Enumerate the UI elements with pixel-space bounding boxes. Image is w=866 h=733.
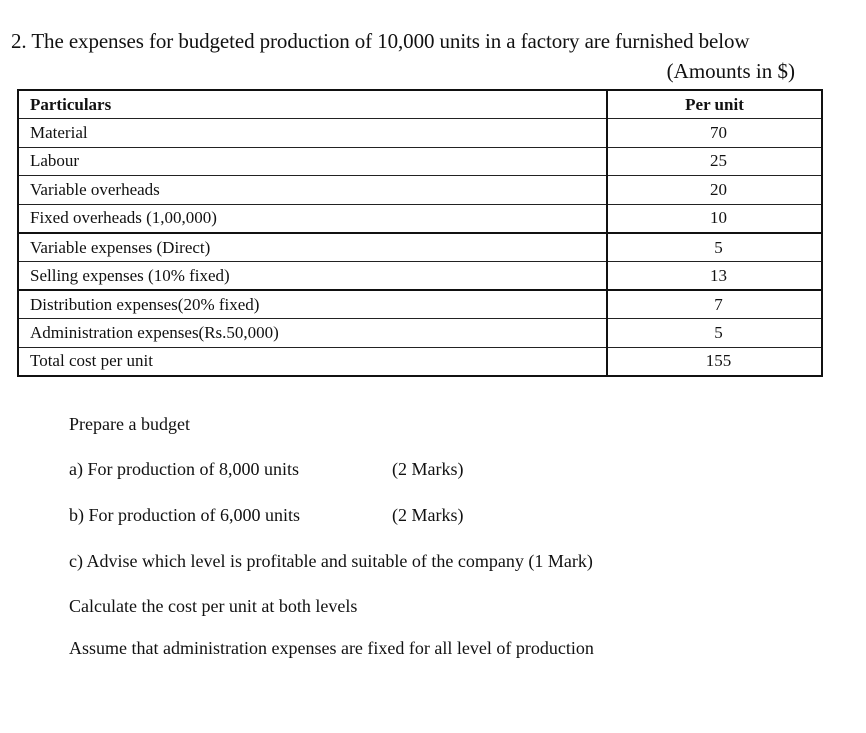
- question-title: 2. The expenses for budgeted production of 10,000 units in a factory are furnished below: [11, 29, 750, 53]
- row-per-unit: 5: [607, 319, 822, 348]
- table-row: [18, 119, 822, 148]
- table-header-row: [18, 90, 822, 119]
- table-row: [18, 147, 822, 176]
- table-row: [18, 262, 822, 291]
- row-per-unit: 7: [607, 290, 822, 319]
- row-per-unit: 25: [607, 147, 822, 176]
- table-row: [18, 290, 822, 319]
- row-per-unit: 5: [607, 233, 822, 262]
- table-row: [18, 319, 822, 348]
- row-particular: Administration expenses(Rs.50,000): [18, 319, 607, 348]
- row-per-unit: 20: [607, 176, 822, 205]
- row-particular: Material: [18, 119, 607, 148]
- amounts-note: (Amounts in $): [666, 59, 795, 83]
- table-row-total: [18, 347, 822, 376]
- table-row: [18, 233, 822, 262]
- part-c-text: c) Advise which level is profitable and suitable of the company (1 Mark): [69, 551, 593, 571]
- table-row: [18, 176, 822, 205]
- row-per-unit-total: 155: [607, 347, 822, 376]
- row-particular-total: Total cost per unit: [18, 347, 607, 376]
- part-b-marks: (2 Marks): [392, 505, 464, 525]
- row-per-unit: 70: [607, 119, 822, 148]
- row-particular: Fixed overheads (1,00,000): [18, 204, 607, 233]
- table-row: [18, 204, 822, 233]
- assume-text: Assume that administration expenses are fixed for all level of production: [69, 638, 594, 658]
- row-particular: Selling expenses (10% fixed): [18, 262, 607, 291]
- calculate-text: Calculate the cost per unit at both levels: [69, 596, 358, 616]
- row-particular: Variable expenses (Direct): [18, 233, 607, 262]
- part-b-text: b) For production of 6,000 units: [69, 505, 300, 525]
- row-per-unit: 10: [607, 204, 822, 233]
- header-particulars: Particulars: [18, 90, 607, 119]
- expenses-table: [17, 89, 823, 377]
- part-a-marks: (2 Marks): [392, 459, 464, 479]
- header-per-unit: Per unit: [607, 90, 822, 119]
- part-a-text: a) For production of 8,000 units: [69, 459, 299, 479]
- row-particular: Labour: [18, 147, 607, 176]
- prepare-budget-text: Prepare a budget: [69, 414, 190, 434]
- row-particular: Distribution expenses(20% fixed): [18, 290, 607, 319]
- row-per-unit: 13: [607, 262, 822, 291]
- row-particular: Variable overheads: [18, 176, 607, 205]
